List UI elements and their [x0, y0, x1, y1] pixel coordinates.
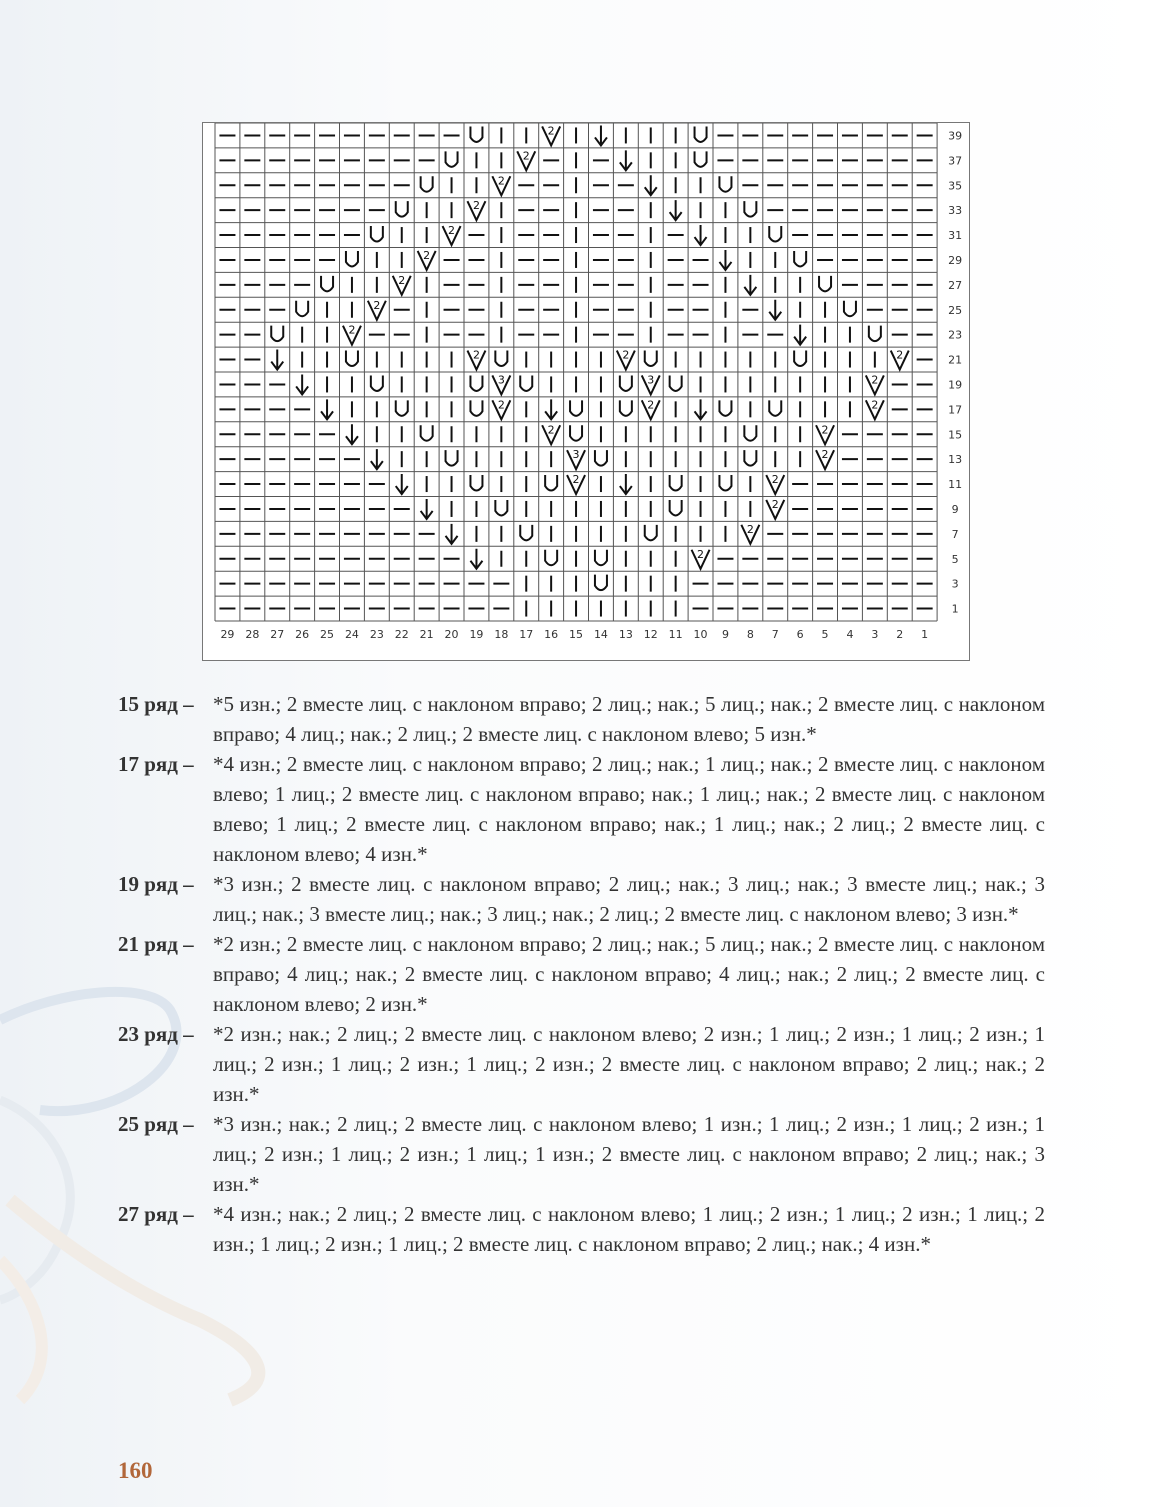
decrease-arrow-symbol: [595, 125, 607, 145]
instruction-row-17: [118, 749, 1045, 869]
decrease-arrow-symbol: [695, 225, 707, 245]
together-count: 2: [373, 298, 381, 312]
yarn-over-symbol: [470, 475, 482, 491]
column-number: 29: [220, 628, 235, 641]
row-label: 25 ряд –: [118, 1112, 194, 1136]
decrease-arrow-symbol: [371, 449, 383, 469]
column-number: 11: [668, 628, 683, 641]
yarn-over-symbol: [570, 425, 582, 441]
column-number: 18: [494, 628, 509, 641]
decrease-arrow-symbol: [645, 175, 657, 195]
yarn-over-symbol: [595, 450, 607, 466]
instruction-row-19: [118, 869, 1045, 929]
column-number: 1: [921, 628, 929, 641]
column-number: 6: [796, 628, 804, 641]
row-number: 9: [951, 502, 959, 516]
yarn-over-symbol: [271, 326, 283, 342]
row-text: *3 изн.; 2 вместе лиц. с наклоном вправо; 2 лиц.; нак.; 3 лиц.; нак.; 3 вместе лиц.; нак.; 3 лиц.; нак.; 3 вместе лиц.; нак.; 3 лиц.; нак.; 2 лиц.; 2 вместе лиц. с наклоном влево; 3 изн.*: [213, 872, 1045, 926]
together-count: 2: [448, 224, 456, 238]
together-count: 2: [821, 448, 829, 462]
together-count: 2: [746, 522, 754, 536]
together-count: 2: [522, 149, 530, 163]
yarn-over-symbol: [545, 475, 557, 491]
together-count: 2: [821, 423, 829, 437]
yarn-over-symbol: [495, 500, 507, 516]
row-number: 1: [951, 602, 959, 616]
yarn-over-symbol: [346, 351, 358, 367]
together-count: 2: [871, 398, 879, 412]
column-number: 4: [846, 628, 854, 641]
row-label: 27 ряд –: [118, 1202, 194, 1226]
yarn-over-symbol: [446, 450, 458, 466]
yarn-over-symbol: [844, 301, 856, 317]
decrease-arrow-symbol: [719, 250, 731, 270]
together-count: 2: [647, 398, 655, 412]
decrease-arrow-symbol: [321, 399, 333, 419]
column-number: 15: [569, 628, 584, 641]
together-count: 2: [423, 248, 431, 262]
row-number: 37: [948, 154, 963, 168]
instruction-row-23: [118, 1019, 1045, 1109]
yarn-over-symbol: [719, 176, 731, 192]
together-count: 2: [771, 473, 779, 487]
column-number: 26: [295, 628, 310, 641]
yarn-over-symbol: [396, 400, 408, 416]
yarn-over-symbol: [719, 475, 731, 491]
yarn-over-symbol: [470, 375, 482, 391]
row-number: 3: [951, 577, 959, 591]
decrease-arrow-symbol: [421, 499, 433, 519]
together-count: 3: [647, 373, 655, 387]
yarn-over-symbol: [470, 126, 482, 142]
row-text: *2 изн.; нак.; 2 лиц.; 2 вместе лиц. с наклоном влево; 2 изн.; 1 лиц.; 2 изн.; 1 лиц.; 2 изн.; 1 лиц.; 2 изн.; 1 лиц.; 2 изн.; 1 лиц.; 2 изн.; 2 вместе лиц. с наклоном вправо; 2 лиц.; нак.; 2 изн.*: [213, 1022, 1045, 1106]
yarn-over-symbol: [421, 425, 433, 441]
yarn-over-symbol: [620, 375, 632, 391]
column-number: 23: [369, 628, 384, 641]
together-count: 3: [497, 373, 505, 387]
row-label: 23 ряд –: [118, 1022, 194, 1046]
decrease-arrow-symbol: [446, 524, 458, 544]
column-number: 3: [871, 628, 879, 641]
column-number: 9: [721, 628, 729, 641]
together-count: 2: [622, 348, 630, 362]
together-count: 2: [547, 124, 555, 138]
decrease-arrow-symbol: [271, 350, 283, 370]
yarn-over-symbol: [819, 276, 831, 292]
yarn-over-symbol: [421, 176, 433, 192]
column-number: 24: [344, 628, 359, 641]
column-number: 16: [544, 628, 559, 641]
decrease-arrow-symbol: [769, 300, 781, 320]
yarn-over-symbol: [769, 400, 781, 416]
yarn-over-symbol: [495, 351, 507, 367]
yarn-over-symbol: [520, 375, 532, 391]
decrease-arrow-symbol: [620, 474, 632, 494]
decrease-arrow-symbol: [620, 150, 632, 170]
row-label: 15 ряд –: [118, 692, 194, 716]
row-text: *2 изн.; 2 вместе лиц. с наклоном вправо; 2 лиц.; нак.; 5 лиц.; нак.; 2 вместе лиц. с наклоном вправо; 4 лиц.; нак.; 2 вместе лиц. с наклоном вправо; 4 лиц.; нак.; 2 лиц.; 2 вместе лиц. с наклоном влево; 2 изн.*: [213, 932, 1045, 1016]
yarn-over-symbol: [371, 226, 383, 242]
together-count: 2: [547, 423, 555, 437]
yarn-over-symbol: [869, 326, 881, 342]
yarn-over-symbol: [396, 201, 408, 217]
together-count: 2: [871, 373, 879, 387]
together-count: 2: [697, 547, 705, 561]
together-count: 2: [572, 473, 580, 487]
column-number: 14: [593, 628, 608, 641]
decrease-arrow-symbol: [670, 200, 682, 220]
row-text: *5 изн.; 2 вместе лиц. с наклоном вправо; 2 лиц.; нак.; 5 лиц.; нак.; 2 вместе лиц. с наклоном вправо; 4 лиц.; нак.; 2 лиц.; 2 вместе лиц. с наклоном влево; 5 изн.*: [213, 692, 1045, 746]
yarn-over-symbol: [346, 251, 358, 267]
row-number: 29: [948, 253, 963, 267]
instruction-row-25: [118, 1109, 1045, 1199]
decrease-arrow-symbol: [794, 325, 806, 345]
yarn-over-symbol: [296, 301, 308, 317]
column-number: 21: [419, 628, 434, 641]
yarn-over-symbol: [794, 351, 806, 367]
yarn-over-symbol: [769, 226, 781, 242]
row-text: *3 изн.; нак.; 2 лиц.; 2 вместе лиц. с наклоном влево; 1 изн.; 1 лиц.; 2 изн.; 1 лиц.; 2 изн.; 1 лиц.; 2 изн.; 1 лиц.; 2 изн.; 1 лиц.; 1 изн.; 2 вместе лиц. с наклоном вправо; 2 лиц.; нак.; 3 изн.*: [213, 1112, 1045, 1196]
row-number: 23: [948, 328, 963, 342]
yarn-over-symbol: [744, 450, 756, 466]
decrease-arrow-symbol: [470, 549, 482, 569]
instruction-row-27: [118, 1199, 1045, 1259]
row-number: 33: [948, 204, 963, 218]
yarn-over-symbol: [595, 550, 607, 566]
instruction-row-15: [118, 689, 1045, 749]
column-number: 12: [643, 628, 658, 641]
row-number: 21: [948, 353, 963, 367]
yarn-over-symbol: [520, 525, 532, 541]
yarn-over-symbol: [695, 151, 707, 167]
yarn-over-symbol: [794, 251, 806, 267]
row-number: 17: [948, 403, 963, 417]
yarn-over-symbol: [670, 375, 682, 391]
row-number: 25: [948, 303, 963, 317]
decrease-arrow-symbol: [695, 399, 707, 419]
row-instructions: [118, 689, 1045, 1259]
together-count: 2: [497, 398, 505, 412]
together-count: 2: [472, 199, 480, 213]
yarn-over-symbol: [595, 575, 607, 591]
row-label: 17 ряд –: [118, 752, 194, 776]
together-count: 2: [398, 273, 406, 287]
together-count: 2: [896, 348, 904, 362]
column-number: 20: [444, 628, 459, 641]
row-number: 31: [948, 229, 963, 243]
column-number: 2: [896, 628, 904, 641]
yarn-over-symbol: [620, 400, 632, 416]
column-number: 7: [771, 628, 779, 641]
decrease-arrow-symbol: [744, 275, 756, 295]
row-number: 35: [948, 179, 963, 193]
row-label: 21 ряд –: [118, 932, 194, 956]
row-number: 7: [951, 527, 959, 541]
column-number: 22: [394, 628, 409, 641]
yarn-over-symbol: [670, 475, 682, 491]
column-number: 17: [519, 628, 534, 641]
yarn-over-symbol: [470, 400, 482, 416]
column-number: 8: [746, 628, 754, 641]
yarn-over-symbol: [371, 375, 383, 391]
row-number: 15: [948, 428, 963, 442]
row-number: 19: [948, 378, 963, 392]
yarn-over-symbol: [744, 425, 756, 441]
yarn-over-symbol: [670, 500, 682, 516]
yarn-over-symbol: [645, 525, 657, 541]
together-count: 3: [572, 448, 580, 462]
together-count: 2: [497, 174, 505, 188]
row-label: 19 ряд –: [118, 872, 194, 896]
column-number: 27: [270, 628, 285, 641]
instruction-row-21: [118, 929, 1045, 1019]
together-count: 2: [771, 497, 779, 511]
column-number: 25: [320, 628, 335, 641]
knitting-chart: [202, 122, 970, 661]
column-number: 28: [245, 628, 260, 641]
row-text: *4 изн.; 2 вместе лиц. с наклоном вправо; 2 лиц.; нак.; 1 лиц.; нак.; 2 вместе лиц. с наклоном влево; 1 лиц.; 2 вместе лиц. с наклоном вправо; нак.; 1 лиц.; нак.; 2 вместе лиц. с наклоном влево; 1 лиц.; 2 вместе лиц. с наклоном вправо; нак.; 1 лиц.; нак.; 2 лиц.; 2 вместе лиц. с наклоном влево; 4 изн.*: [213, 752, 1045, 866]
yarn-over-symbol: [321, 276, 333, 292]
decrease-arrow-symbol: [396, 474, 408, 494]
row-number: 13: [948, 453, 963, 467]
yarn-over-symbol: [446, 151, 458, 167]
column-number: 13: [618, 628, 633, 641]
decrease-arrow-symbol: [296, 374, 308, 394]
together-count: 2: [472, 348, 480, 362]
yarn-over-symbol: [570, 400, 582, 416]
row-number: 5: [951, 552, 959, 566]
row-number: 39: [948, 129, 963, 143]
row-number: 11: [948, 478, 963, 492]
yarn-over-symbol: [744, 201, 756, 217]
chart-grid: [203, 123, 969, 660]
column-number: 19: [469, 628, 484, 641]
column-number: 5: [821, 628, 829, 641]
page-number: 160: [118, 1458, 153, 1483]
row-text: *4 изн.; нак.; 2 лиц.; 2 вместе лиц. с наклоном влево; 1 лиц.; 2 изн.; 1 лиц.; 2 изн.; 1 лиц.; 2 изн.; 1 лиц.; 2 изн.; 1 лиц.; 2 вместе лиц. с наклоном вправо; 2 лиц.; нак.; 4 изн.*: [213, 1202, 1045, 1256]
column-number: 10: [693, 628, 708, 641]
yarn-over-symbol: [545, 550, 557, 566]
yarn-over-symbol: [695, 126, 707, 142]
together-count: 2: [348, 323, 356, 337]
row-number: 27: [948, 278, 963, 292]
decrease-arrow-symbol: [545, 399, 557, 419]
decrease-arrow-symbol: [346, 424, 358, 444]
yarn-over-symbol: [719, 400, 731, 416]
yarn-over-symbol: [645, 351, 657, 367]
